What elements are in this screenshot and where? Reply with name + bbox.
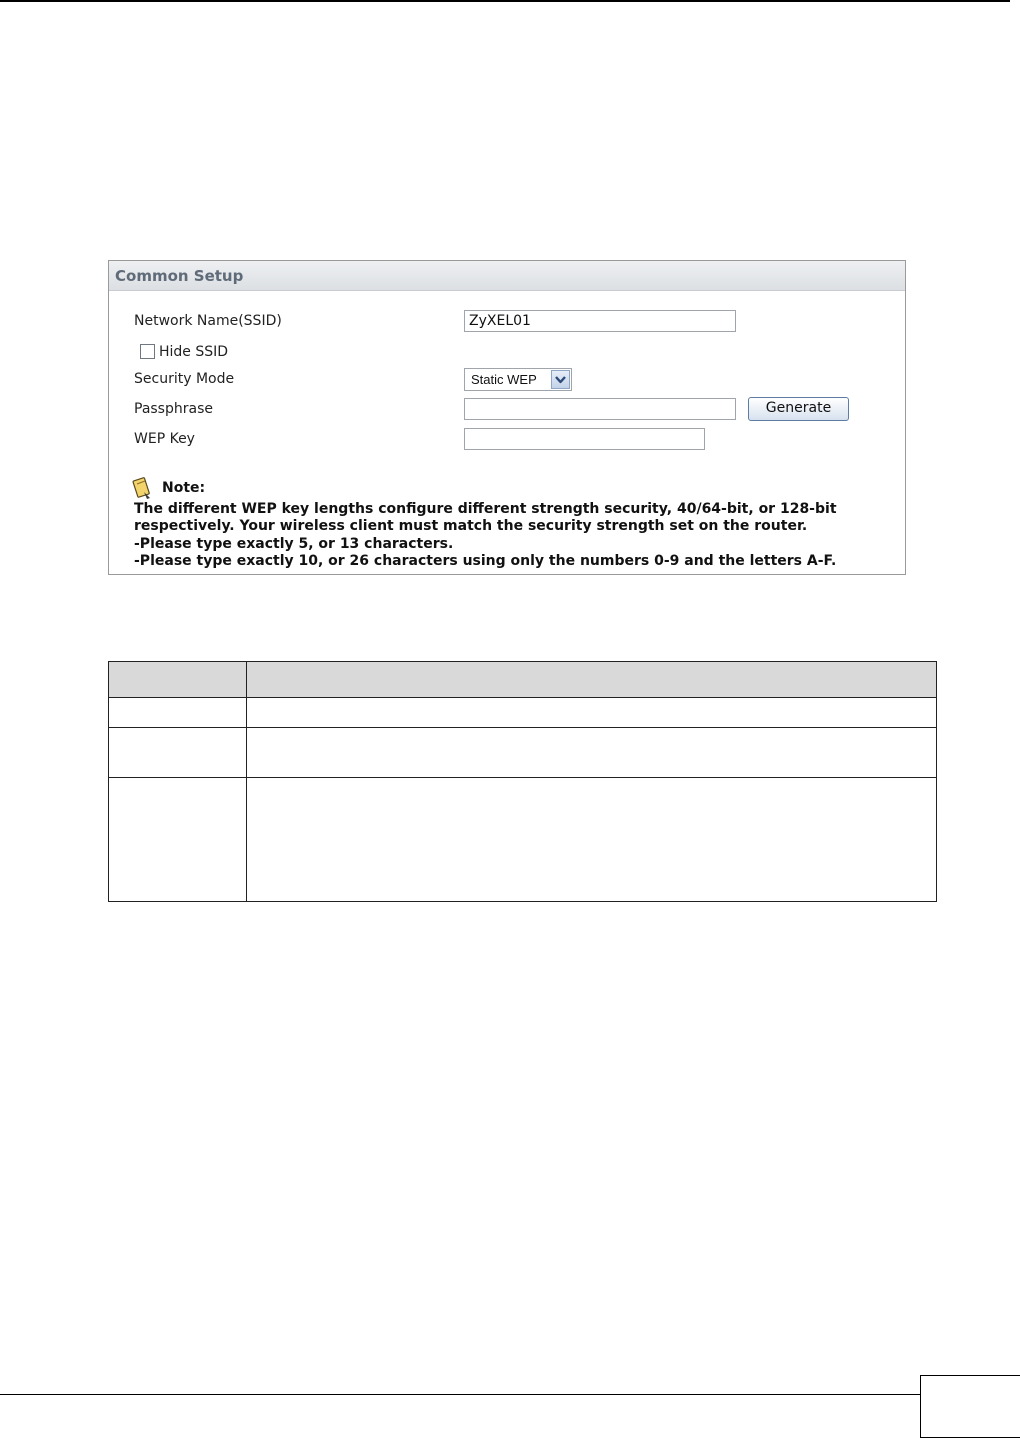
note-line: respectively. Your wireless client must match the security strength set on the router.: [134, 518, 808, 535]
hide-ssid-checkbox[interactable]: [140, 344, 155, 359]
hide-ssid-label: Hide SSID: [159, 344, 229, 360]
common-setup-panel: [108, 260, 906, 575]
footer-rule: [0, 1394, 920, 1395]
ssid-label: Network Name(SSID): [134, 313, 282, 329]
security-mode-select[interactable]: [464, 368, 572, 391]
description-table: [108, 661, 937, 902]
security-mode-label: Security Mode: [134, 371, 235, 387]
table-row: [109, 728, 936, 778]
note-heading: Note:: [162, 480, 206, 496]
note-line: The different WEP key lengths configure different strength security, 40/64-bit, or 128-bit: [134, 501, 837, 517]
note-line: -Please type exactly 10, or 26 characters using only the numbers 0-9 and the letters A-F.: [134, 553, 837, 570]
wep-key-input[interactable]: [464, 428, 705, 450]
wep-key-label: WEP Key: [134, 431, 195, 447]
passphrase-input[interactable]: [464, 398, 736, 420]
panel-title: Common Setup: [109, 261, 905, 291]
generate-button[interactable]: Generate: [748, 397, 849, 421]
note-line: -Please type exactly 5, or 13 characters.: [134, 535, 454, 552]
table-row: [109, 698, 936, 728]
note-text: [134, 501, 904, 571]
table-header-row: [109, 662, 936, 698]
page-number-box: [920, 1375, 1020, 1438]
chevron-down-icon[interactable]: [551, 370, 570, 389]
passphrase-label: Passphrase: [134, 401, 213, 417]
security-mode-value: Static WEP: [471, 372, 537, 387]
column-divider: [246, 662, 247, 901]
ssid-input[interactable]: [464, 310, 736, 332]
header-rule: [0, 0, 1010, 2]
